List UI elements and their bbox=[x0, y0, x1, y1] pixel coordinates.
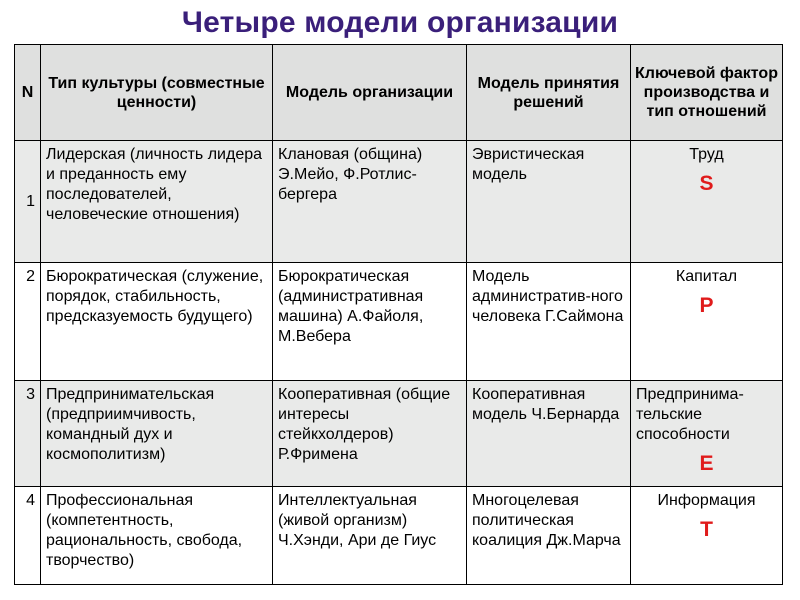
header-n: N bbox=[15, 45, 41, 141]
key-factor-letter: E bbox=[699, 452, 714, 475]
organization-model-cell: Клановая (община) Э.Мейо, Ф.Ротлис-бергера bbox=[273, 141, 467, 263]
key-factor-label: Информация bbox=[657, 492, 756, 509]
decision-model-cell: Модель административ-ного человека Г.Саймона bbox=[467, 263, 631, 381]
header-organization-model: Модель организации bbox=[273, 45, 467, 141]
organization-model-cell: Интеллектуальная (живой организм) Ч.Хэнди, Ари де Гиус bbox=[273, 487, 467, 585]
culture-type-cell: Лидерская (личность лидера и преданность ему последователей, человеческие отношения) bbox=[41, 141, 273, 263]
table-row bbox=[15, 381, 783, 487]
culture-type-cell: Бюрократическая (служение, порядок, стабильность, предсказуемость будущего) bbox=[41, 263, 273, 381]
key-factor-letter: S bbox=[699, 172, 714, 195]
decision-model-cell: Эвристическая модель bbox=[467, 141, 631, 263]
decision-model-cell: Многоцелевая политическая коалиция Дж.Марча bbox=[467, 487, 631, 585]
header-key-factor: Ключевой фактор производства и тип отношений bbox=[631, 45, 783, 141]
key-factor-cell bbox=[631, 381, 783, 487]
header-decision-model: Модель принятия решений bbox=[467, 45, 631, 141]
key-factor-cell bbox=[631, 141, 783, 263]
table-row bbox=[15, 263, 783, 381]
key-factor-label: Капитал bbox=[675, 268, 738, 285]
organization-model-cell: Кооперативная (общие интересы стейкхолдеров) Р.Фримена bbox=[273, 381, 467, 487]
row-number: 4 bbox=[15, 487, 41, 585]
table-row bbox=[15, 487, 783, 585]
key-factor-letter: T bbox=[700, 518, 713, 541]
key-factor-label: Предпринима-тельские способности bbox=[636, 386, 744, 443]
decision-model-cell: Кооперативная модель Ч.Бернарда bbox=[467, 381, 631, 487]
row-number: 1 bbox=[15, 141, 41, 263]
key-factor-cell bbox=[631, 263, 783, 381]
page-title: Четыре модели организации bbox=[181, 6, 619, 39]
row-number: 2 bbox=[15, 263, 41, 381]
culture-type-cell: Предпринимательская (предприимчивость, командный дух и космополитизм) bbox=[41, 381, 273, 487]
key-factor-cell bbox=[631, 487, 783, 585]
table-row bbox=[15, 141, 783, 263]
key-factor-label: Труд bbox=[689, 146, 724, 163]
organization-models-table bbox=[14, 44, 783, 585]
row-number: 3 bbox=[15, 381, 41, 487]
header-culture-type: Тип культуры (совместные ценности) bbox=[41, 45, 273, 141]
key-factor-letter: P bbox=[699, 294, 714, 317]
culture-type-cell: Профессиональная (компетентность, рациональность, свобода, творчество) bbox=[41, 487, 273, 585]
table-header-row bbox=[15, 45, 783, 141]
organization-model-cell: Бюрократическая (административная машина) А.Файоля, М.Вебера bbox=[273, 263, 467, 381]
